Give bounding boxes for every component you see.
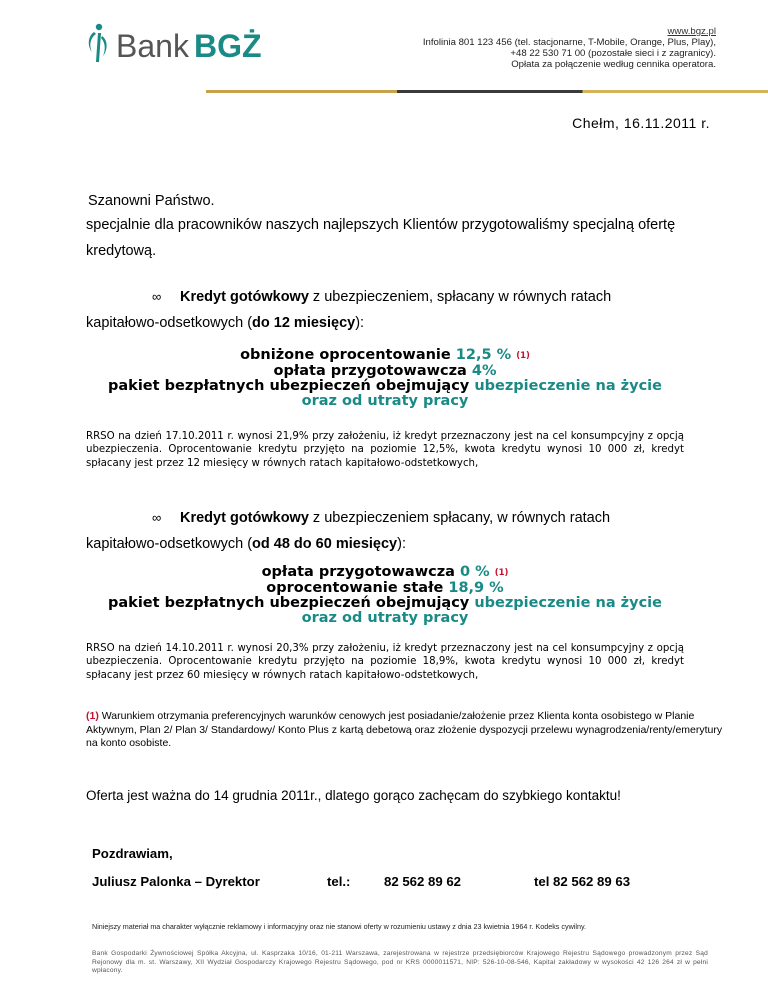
logo-text-bold: BGŻ bbox=[194, 28, 262, 64]
offer-1-footnote-ref: (1) bbox=[516, 351, 530, 361]
offer-2-title: Kredyt gotówkowy bbox=[180, 510, 309, 526]
offer-1-insurance-2: oraz od utraty pracy bbox=[301, 393, 469, 409]
closing: Pozdrawiam, bbox=[92, 846, 173, 861]
offer-2-term-pre: kapitałowo-odsetkowych ( bbox=[86, 536, 253, 552]
letter-date: Chełm, 16.11.2011 r. bbox=[572, 115, 710, 131]
bank-logo bbox=[84, 22, 294, 66]
signature-tel-1: 82 562 89 62 bbox=[384, 874, 462, 889]
offer-1-insurance: ubezpieczenie na życie bbox=[474, 378, 662, 394]
offer-1-title: Kredyt gotówkowy bbox=[180, 289, 309, 305]
offer-1-highlights bbox=[60, 348, 710, 409]
offer-1-title-rest: z ubezpieczeniem, spłacany w równych ratach bbox=[308, 289, 612, 305]
offer-1-row2-text: opłata przygotowawcza bbox=[273, 363, 472, 379]
infinity-bullet-icon: ∞ bbox=[152, 289, 162, 304]
phone-line: +48 22 530 71 00 (pozostałe sieci i z zagranicy). bbox=[510, 48, 716, 59]
offer-2-rate: 18,9 % bbox=[448, 580, 504, 596]
offer-1-term: do 12 miesięcy bbox=[252, 315, 356, 331]
offer-2-heading bbox=[86, 505, 726, 557]
offer-1-term-post: ): bbox=[355, 315, 365, 331]
disclaimer: Niniejszy materiał ma charakter wyłącznie reklamowy i informacyjny oraz nie stanowi oferty w rozumieniu ustawy z dnia 23 kwietnia 1964 r. Kodeks cywilny. bbox=[92, 922, 587, 931]
offer-1-row1-text: obniżone oprocentowanie bbox=[240, 347, 456, 363]
offer-1-term-pre: kapitałowo-odsetkowych ( bbox=[86, 315, 253, 331]
offer-1-rrso: RRSO na dzień 17.10.2011 r. wynosi 21,9% przy założeniu, iż kredyt przeznaczony jest na cel konsumpcyjny z opcją ubezpieczenia. Oprocentowanie kredytu przyjęto na poziomie 12,5%, kwota kredytu wynosi 10 000 zł, kredyt spłacany jest przez 12 miesięcy w równych ratach kapitałowo-odstetkowych, bbox=[86, 431, 684, 469]
footnote bbox=[86, 710, 726, 751]
offer-2-rrso: RRSO na dzień 14.10.2011 r. wynosi 20,3% przy założeniu, iż kredyt przeznaczony jest na cel konsumpcyjny z opcją ubezpieczenia. Oprocentowanie kredytu przyjęto na poziomie 18,9%, kwota kredytu wynosi 10 000 zł, kredyt spłacany jest przez 60 miesięcy w równych ratach kapitałowo-odstetkowych, bbox=[86, 643, 684, 681]
offer-2-term-post: ): bbox=[397, 536, 406, 552]
offer-1-heading bbox=[86, 284, 726, 336]
header-divider bbox=[206, 90, 768, 93]
offer-1-row3-text: pakiet bezpłatnych ubezpieczeń obejmujący bbox=[108, 378, 475, 394]
offer-2-row3-text: pakiet bezpłatnych ubezpieczeń obejmujący bbox=[108, 595, 475, 611]
logo-text-regular: Bank bbox=[116, 28, 189, 64]
logo-figure-icon bbox=[89, 24, 107, 62]
offer-1-rate: 12,5 % bbox=[455, 347, 512, 363]
offer-2-insurance-2: oraz od utraty pracy bbox=[301, 610, 469, 626]
offer-2-term: od 48 do 60 miesięcy bbox=[252, 536, 398, 552]
offer-2-row1-text: opłata przygotowawcza bbox=[261, 564, 460, 580]
legal-footer: Bank Gospodarki Żywnościowej Spółka Akcyjna, ul. Kasprzaka 10/16, 01-211 Warszawa, zarejestrowana w rejestrze przedsiębiorców Krajowego Rejestru Sądowego prowadzonym przez Sąd Rejonowy dla m. st. Warszawy, XII Wydział Gospodarczy Krajowego Rejestru Sądowego, pod nr KRS 0000011571, NIP: 526-10-08-546, Kapitał zakładowy w wysokości 42 126 264 zł w pełni wpłacony. bbox=[92, 950, 708, 974]
offer-2-fee: 0 % bbox=[459, 564, 490, 580]
salutation: Szanowni Państwo. bbox=[88, 193, 215, 209]
contact-info bbox=[423, 26, 716, 70]
offer-2-title-rest: z ubezpieczeniem spłacany, w równych ratach bbox=[308, 510, 611, 526]
offer-2-highlights bbox=[60, 565, 710, 626]
offer-2-insurance: ubezpieczenie na życie bbox=[474, 595, 662, 611]
signature-tel-label: tel.: bbox=[327, 874, 351, 889]
intro-paragraph: specjalnie dla pracowników naszych najlepszych Klientów przygotowaliśmy specjalną ofertę kredytową. bbox=[86, 217, 676, 259]
offer-1-fee: 4% bbox=[471, 363, 497, 379]
offer-2-footnote-ref: (1) bbox=[494, 568, 509, 578]
infinity-bullet-icon: ∞ bbox=[152, 510, 162, 525]
website-link[interactable]: www.bgz.pl bbox=[667, 26, 716, 37]
validity-statement: Oferta jest ważna do 14 grudnia 2011r., dlatego gorąco zachęcam do szybkiego kontaktu! bbox=[86, 788, 621, 803]
signature-tel-2: tel 82 562 89 63 bbox=[534, 874, 631, 889]
footnote-marker: (1) bbox=[86, 710, 99, 722]
signature-name: Juliusz Palonka – Dyrektor bbox=[92, 874, 260, 889]
offer-2-row2-text: oprocentowanie stałe bbox=[266, 580, 449, 596]
footnote-text: Warunkiem otrzymania preferencyjnych warunków cenowych jest posiadanie/założenie przez Klienta konta osobistego w Planie Aktywnym, Plan 2/ Plan 3/ Standardowy/ Konto Plus z kartą debetową oraz złożenie dyspozycji przelewu wynagrodzenia/renty/emerytury na konto osobiste. bbox=[86, 710, 723, 749]
fee-line: Opłata za połączenie według cennika operatora. bbox=[511, 59, 716, 70]
hotline-line: Infolinia 801 123 456 (tel. stacjonarne, T-Mobile, Orange, Plus, Play), bbox=[422, 37, 716, 48]
